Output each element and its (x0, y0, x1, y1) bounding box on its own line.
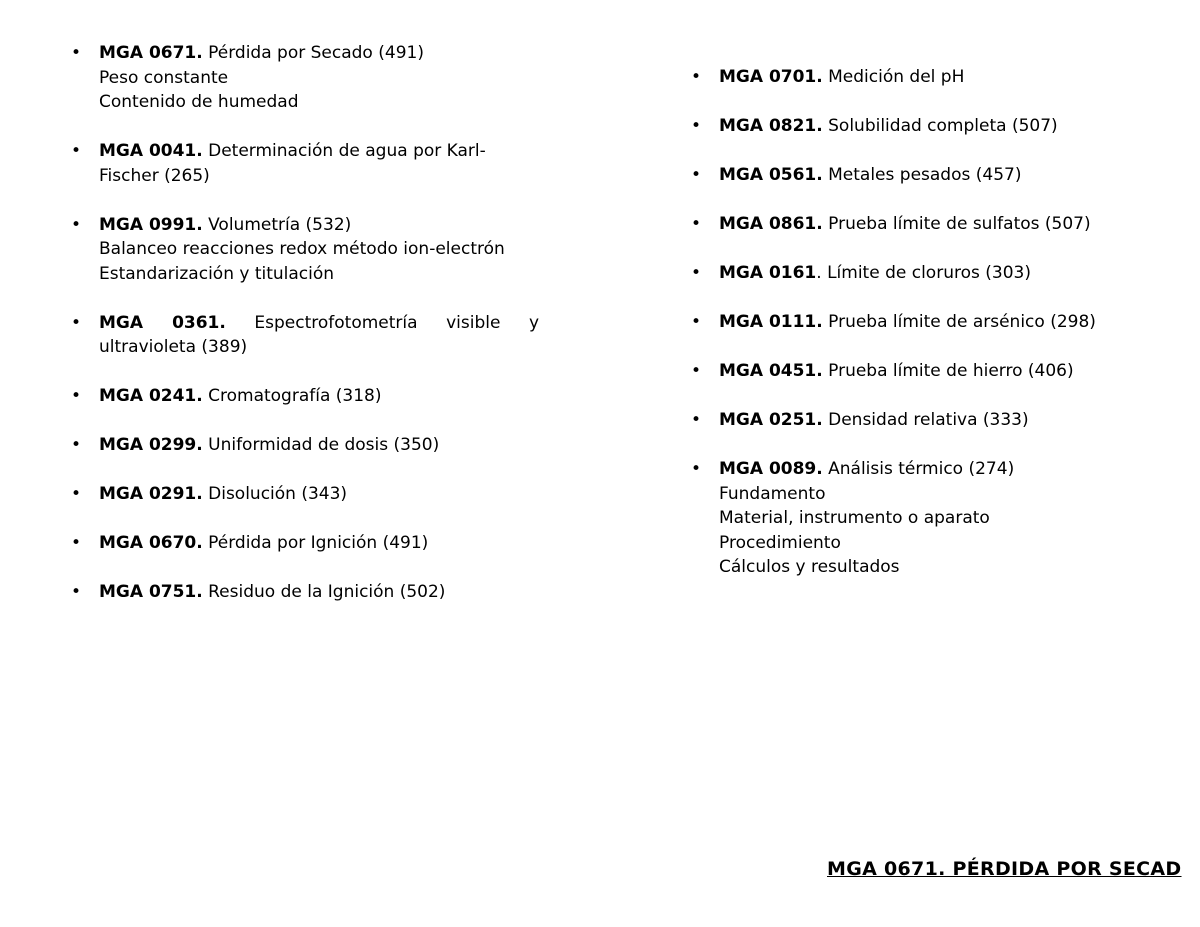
bullet-icon: • (690, 459, 702, 479)
method-title: Uniformidad de dosis (350) (208, 435, 440, 455)
method-title: Densidad relativa (333) (828, 410, 1029, 430)
bullet-icon: • (70, 141, 82, 161)
list-item (690, 457, 1189, 580)
method-code: MGA 0111. (719, 312, 823, 332)
left-method-list (70, 41, 540, 629)
bullet-icon: • (690, 165, 702, 185)
list-item (690, 163, 1189, 188)
method-code: MGA 0751. (99, 582, 203, 602)
list-item (690, 114, 1189, 139)
list-item (70, 433, 539, 458)
method-code: MGA 0451. (719, 361, 823, 381)
method-code: MGA 0671. (99, 43, 203, 63)
bullet-icon: • (70, 582, 82, 602)
bullet-icon: • (70, 214, 82, 235)
method-code: MGA 0161 (719, 263, 817, 283)
method-title: Cromatografía (318) (208, 386, 382, 406)
bullet-icon: • (690, 312, 702, 332)
method-subitem: Procedimiento (719, 532, 841, 553)
method-code: MGA 0821. (719, 116, 823, 136)
method-title: Residuo de la Ignición (502) (208, 582, 446, 602)
list-item (690, 212, 1189, 237)
list-item (70, 213, 539, 287)
method-code: MGA 0299. (99, 435, 203, 455)
method-title: Espectrofotometría visible y ultravioleta (389) (99, 312, 540, 357)
list-item (70, 384, 539, 409)
method-subitem: Estandarización y titulación (99, 263, 335, 284)
bullet-icon: • (70, 43, 82, 63)
method-title: Prueba límite de hierro (406) (828, 361, 1074, 381)
method-subitem: Contenido de humedad (99, 92, 299, 112)
bullet-icon: • (690, 263, 702, 283)
method-title: Disolución (343) (208, 484, 348, 504)
bullet-icon: • (690, 67, 702, 87)
method-title: Metales pesados (457) (828, 165, 1022, 185)
list-item (70, 482, 539, 507)
list-item (70, 531, 539, 556)
method-subitem: Balanceo reacciones redox método ion-electrón (99, 239, 505, 259)
bullet-icon: • (70, 386, 82, 406)
method-title: Pérdida por Secado (491) (208, 43, 424, 63)
method-subitem: Fundamento (719, 483, 826, 504)
bullet-icon: • (690, 116, 702, 136)
method-title: Pérdida por Ignición (491) (208, 533, 429, 553)
method-code: MGA 0701. (719, 67, 823, 87)
method-code: MGA 0670. (99, 533, 203, 553)
method-title: Prueba límite de arsénico (298) (828, 312, 1096, 332)
method-code: MGA 0991. (99, 214, 203, 235)
method-title: Solubilidad completa (507) (828, 116, 1058, 136)
method-subitem: Peso constante (99, 67, 229, 88)
method-code: MGA 0861. (719, 214, 823, 234)
method-code: MGA 0089. (719, 459, 823, 479)
method-title: . Límite de cloruros (303) (816, 263, 1031, 283)
method-code: MGA 0561. (719, 165, 823, 185)
bullet-icon: • (70, 484, 82, 504)
bullet-icon: • (70, 312, 82, 333)
right-method-list (690, 65, 1189, 604)
list-item (70, 41, 539, 115)
section-heading: MGA 0671. PÉRDIDA POR SECAD (827, 858, 1182, 880)
list-item (690, 408, 1189, 433)
bullet-icon: • (690, 214, 702, 234)
list-item (690, 65, 1189, 90)
method-subitem: Cálculos y resultados (719, 557, 900, 577)
method-title: Volumetría (532) (208, 214, 352, 235)
method-title: Determinación de agua por Karl-Fischer (265) (99, 141, 486, 186)
bullet-icon: • (70, 533, 82, 553)
list-item (690, 310, 1189, 335)
list-item (70, 139, 539, 188)
method-code: MGA 0291. (99, 484, 203, 504)
list-item (70, 311, 540, 360)
method-title: Prueba límite de sulfatos (507) (828, 214, 1091, 234)
method-code: MGA 0251. (719, 410, 823, 430)
bullet-icon: • (690, 361, 702, 381)
list-item (690, 261, 1189, 286)
list-item (70, 580, 539, 605)
method-title: Análisis térmico (274) (828, 459, 1015, 479)
bullet-icon: • (70, 435, 82, 455)
method-code: MGA 0241. (99, 386, 203, 406)
method-code: MGA 0361. (99, 312, 226, 333)
method-title: Medición del pH (828, 67, 965, 87)
method-subitem: Material, instrumento o aparato (719, 508, 990, 528)
method-code: MGA 0041. (99, 141, 203, 161)
bullet-icon: • (690, 410, 702, 430)
list-item (690, 359, 1189, 384)
